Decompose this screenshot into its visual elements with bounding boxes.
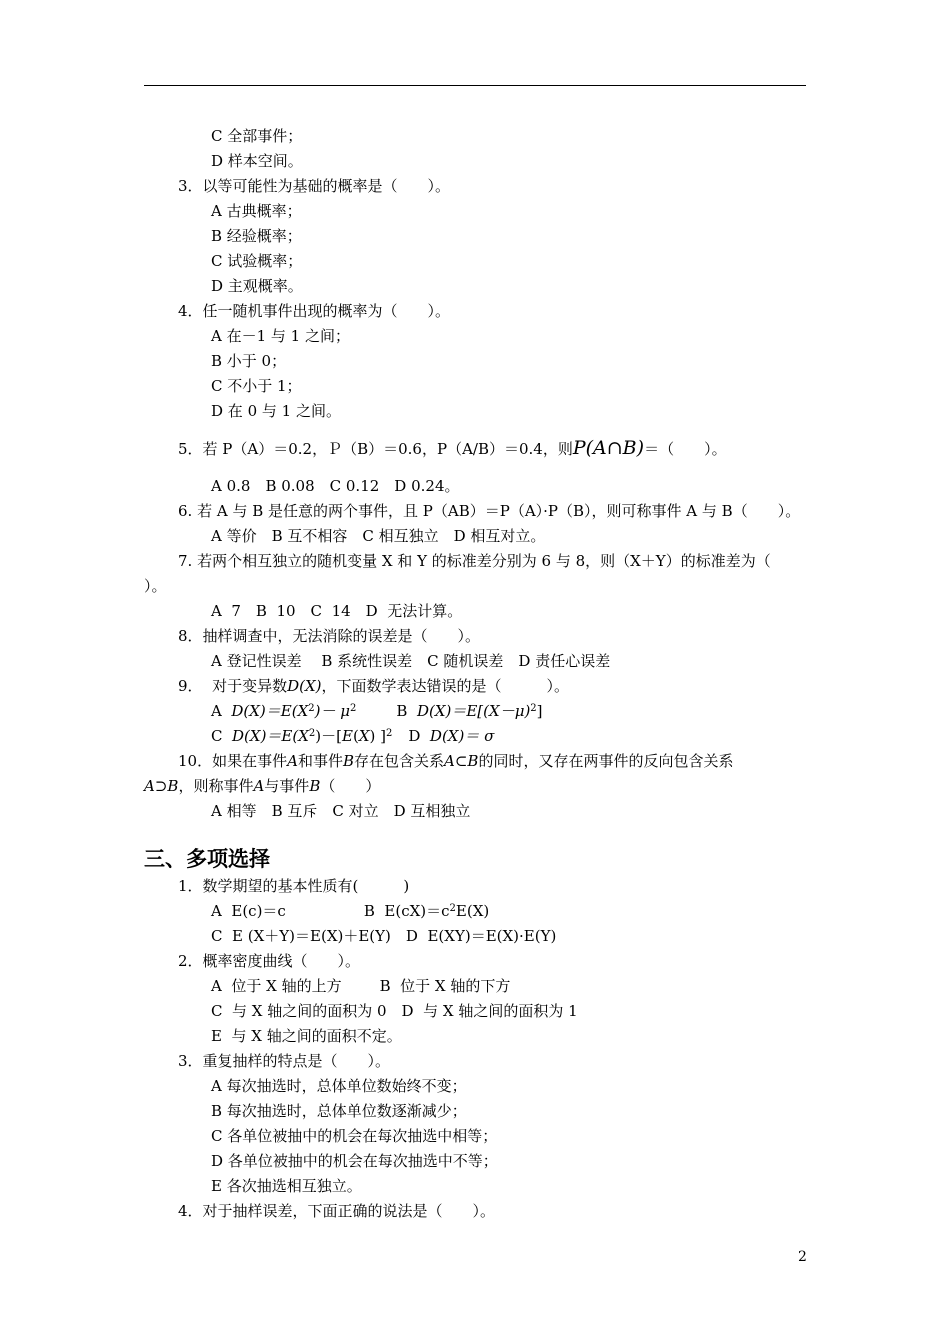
formula: X [358,727,370,745]
superscript: 2 [350,703,357,714]
option-label: A [211,702,232,720]
formula: D(X)＝E[(X－μ) [416,702,531,720]
question-text: ，则称事件 [178,777,254,795]
option-line: B 每次抽选时，总体单位数逐渐减少； [211,1102,467,1120]
formula: D(X)＝ σ [429,727,495,745]
formula: ( [352,727,359,745]
option-line [211,726,494,746]
option-text: A E(c)＝c [211,902,286,920]
question-3: 3．以等可能性为基础的概率是（ ）。 [178,177,451,195]
formula: P(A∩B) [572,437,645,459]
page-number: 2 [798,1249,807,1265]
question-8: 8．抽样调查中，无法消除的误差是（ ）。 [178,627,481,645]
question-7: 7. 若两个相互独立的随机变量 X 和 Y 的标准差分别为 6 与 8，则（X＋Y）的标准差为（ [178,552,771,570]
multi-question-3: 3．重复抽样的特点是（ ）。 [178,1052,391,1070]
question-text: 5．若 P（A）＝0.2，Ｐ（B）＝0.6，P（A/B）＝0.4，则 [178,440,573,458]
superscript: 2 [385,728,393,739]
option-line: A 7 B 10 C 14 D 无法计算。 [211,602,463,620]
question-text: 和事件 [297,752,343,770]
question-text: 10．如果在事件 [178,752,288,770]
option-line: C 不小于 1； [211,377,302,395]
option-line: A 相等 B 互斥 C 对立 D 互相独立 [211,802,471,820]
option-line: C E (X＋Y)＝E(X)＋E(Y) D E(XY)＝E(X)·E(Y) [211,927,557,945]
superscript: 2 [449,903,456,914]
option-line: C 全部事件； [211,127,303,145]
formula: D(X)＝E(X [231,702,309,720]
option-line: A 0.8 B 0.08 C 0.12 D 0.24。 [211,477,460,495]
formula: )－ μ [314,702,351,720]
formula: E [342,727,353,745]
option-line: D 主观概率。 [211,277,303,295]
option-text: E(X) [455,902,490,920]
multi-question-1: 1．数学期望的基本性质有( ) [178,877,410,895]
multi-question-2: 2．概率密度曲线（ ）。 [178,952,361,970]
option-line: E 与 X 轴之间的面积不定。 [211,1027,402,1045]
question-text: ，下面数学表达错误的是（ ）。 [321,677,570,695]
question-10-continued [144,776,380,796]
superscript: 2 [308,728,316,739]
header-rule [144,85,806,86]
question-9 [178,676,569,696]
option-text: A 位于 X 轴的上方 [211,977,342,995]
option-line [211,976,510,996]
formula: ] [536,702,543,720]
question-text: 与事件 [264,777,310,795]
option-label: C [211,727,233,745]
formula: A [253,777,265,795]
option-line: C 试验概率； [211,252,303,270]
question-text: 的同时，又存在两事件的反向包含关系 [478,752,734,770]
option-line: C 各单位被抽中的机会在每次抽选中相等； [211,1127,498,1145]
option-line: A 每次抽选时，总体单位数始终不变； [211,1077,467,1095]
option-line [211,701,543,721]
formula: D(X)＝E(X [232,727,309,745]
question-text: ＝（ ）。 [644,440,727,458]
option-line: D 各单位被抽中的机会在每次抽选中不等； [211,1152,498,1170]
question-4: 4．任一随机事件出现的概率为（ ）。 [178,302,451,320]
formula: B [342,752,354,770]
formula: D(X) [287,677,322,695]
question-text: （ ） [320,777,381,795]
option-line: A 等价 B 互不相容 C 相互独立 D 相互对立。 [211,527,546,545]
formula: ) ] [369,727,386,745]
option-line: B 小于 0； [211,352,287,370]
question-10 [178,751,733,771]
option-line: D 在 0 与 1 之间。 [211,402,341,420]
formula: A [287,752,298,770]
option-label: D [408,727,430,745]
option-line: A 在－1 与 1 之间； [211,327,350,345]
option-line [211,901,489,921]
question-6: 6. 若 A 与 B 是任意的两个事件，且 P（AB）＝P（A）·P（B），则可称事件 A 与 B（ ）。 [178,502,801,520]
question-5 [178,438,727,459]
formula: A⊂B [444,752,479,770]
option-line: E 各次抽选相互独立。 [211,1177,362,1195]
option-line: A 登记性误差 B 系统性误差 C 随机误差 D 责任心误差 [211,652,611,670]
superscript: 2 [530,703,537,714]
option-label: B [396,702,417,720]
section-title: 三、多项选择 [144,847,270,871]
option-line: A 古典概率； [211,202,302,220]
option-line: B 经验概率； [211,227,302,245]
formula: A⊃B [144,777,179,795]
option-text: B 位于 X 轴的下方 [379,977,511,995]
question-text: 9． 对于变异数 [178,677,288,695]
question-7-continued: ）。 [144,577,167,595]
formula: )－[ [315,727,342,745]
superscript: 2 [308,703,315,714]
option-line: C 与 X 轴之间的面积为 0 D 与 X 轴之间的面积为 1 [211,1002,578,1020]
formula: B [309,777,321,795]
question-text: 存在包含关系 [353,752,444,770]
multi-question-4: 4．对于抽样误差，下面正确的说法是（ ）。 [178,1202,496,1220]
option-text: B E(cX)＝c [363,902,450,920]
option-line: D 样本空间。 [211,152,303,170]
